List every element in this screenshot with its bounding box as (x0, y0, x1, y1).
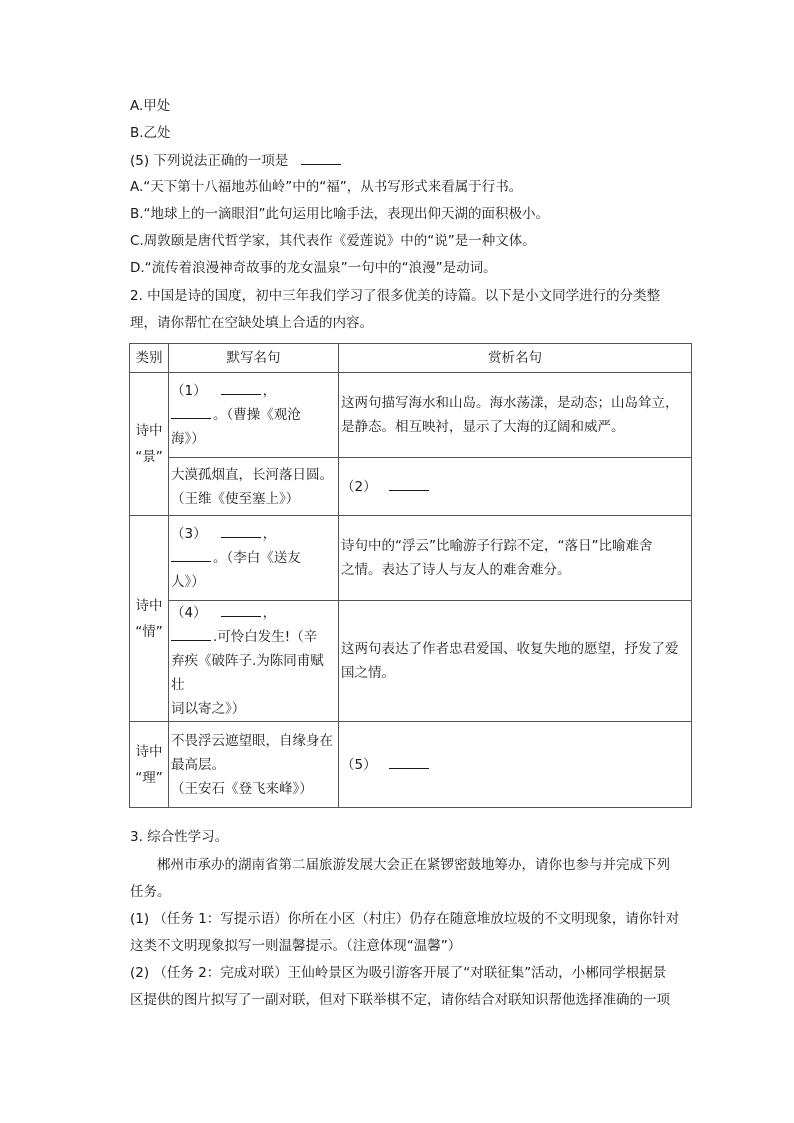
answer-blank (301, 150, 341, 165)
question-2-line-2: 理，请你帮忙在空缺处填上合适的内容。 (130, 315, 373, 331)
appreciation-cell-5: （5） (339, 722, 692, 808)
question-3-title: 3. 综合性学习。 (130, 829, 229, 845)
table-row (130, 373, 692, 458)
question-5-stem (130, 150, 343, 171)
dictation-cell-2: 大漠孤烟直，长河落日圆。 （王维《使至塞上》） (169, 458, 339, 516)
question-5-text: (5) 下列说法正确的一项是 (130, 153, 289, 169)
question-5-option-b: B.“地球上的一滴眼泪”此句运用比喻手法，表现出仰天湖的面积极小。 (130, 206, 550, 222)
fill-blank (221, 523, 261, 538)
question-3-intro-line-1: 郴州市承办的湖南省第二届旅游发展大会正在紧锣密鼓地筹办，请你也参与并完成下列 (157, 857, 670, 873)
appreciation-cell-3: 诗句中的“浮云”比喻游子行踪不定，“落日”比喻难舍 之情。表达了诗人与友人的难舍难分。 (339, 516, 692, 601)
task-1-line-2: 这类不文明现象拟写一则温馨提示。（注意体现“温馨”） (130, 938, 462, 954)
question-5-option-a: A.“天下第十八福地苏仙岭”中的“福”，从书写形式来看属于行书。 (130, 179, 523, 195)
dictation-cell-4: （4） ， .可怜白发生!（辛 弃疾《破阵子.为陈同甫赋壮 词以寄之》） (169, 601, 339, 722)
category-qing: 诗中 “情” (130, 516, 169, 722)
fill-blank (221, 380, 261, 395)
fill-blank (171, 547, 211, 562)
table-row (130, 601, 692, 722)
question-5-option-d: D.“流传着浪漫神奇故事的龙女温泉”一句中的“浪漫”是动词。 (130, 260, 497, 276)
header-category: 类别 (130, 344, 169, 373)
category-li: 诗中 “理” (130, 722, 169, 808)
task-2-line-1: (2) （任务 2：完成对联）王仙岭景区为吸引游客开展了“对联征集”活动，小郴同学根据景 (130, 965, 667, 981)
header-dictation: 默写名句 (169, 344, 339, 373)
dictation-cell-1: （1） ， 。（曹操《观沧 海》） (169, 373, 339, 458)
question-2-line-1: 2. 中国是诗的国度，初中三年我们学习了很多优美的诗篇。以下是小文同学进行的分类整 (130, 288, 661, 304)
header-appreciation: 赏析名句 (339, 344, 692, 373)
task-2-line-2: 区提供的图片拟写了一副对联，但对下联举棋不定，请你结合对联知识帮他选择准确的一项 (130, 992, 670, 1008)
fill-blank (389, 754, 429, 769)
table-row (130, 516, 692, 601)
appreciation-cell-4: 这两句表达了作者忠君爱国、收复失地的愿望，抒发了爱 国之情。 (339, 601, 692, 722)
fill-blank (221, 602, 261, 617)
appreciation-cell-1: 这两句描写海水和山岛。海水荡漾，是动态；山岛耸立， 是静态。相互映衬，显示了大海的辽阔和威严。 (339, 373, 692, 458)
table-row (130, 722, 692, 808)
dictation-cell-3: （3） ， 。（李白《送友 人》） (169, 516, 339, 601)
poem-table (129, 343, 692, 808)
question-5-option-c: C.周敦颐是唐代哲学家，其代表作《爱莲说》中的“说”是一种文体。 (130, 233, 536, 249)
fill-blank (171, 404, 211, 419)
dictation-cell-5: 不畏浮云遮望眼，自缘身在 最高层。 （王安石《登飞来峰》） (169, 722, 339, 808)
appreciation-cell-2: （2） (339, 458, 692, 516)
question-3-intro-line-2: 任务。 (130, 884, 171, 900)
table-header-row (130, 344, 692, 373)
option-a: A.甲处 (130, 98, 171, 114)
category-jing: 诗中 “景” (130, 373, 169, 516)
fill-blank (389, 476, 429, 491)
table-row (130, 458, 692, 516)
task-1-line-1: (1) （任务 1：写提示语）你所在小区（村庄）仍存在随意堆放垃圾的不文明现象，请你针对 (130, 911, 680, 927)
option-b: B.乙处 (130, 125, 171, 141)
fill-blank (171, 626, 211, 641)
